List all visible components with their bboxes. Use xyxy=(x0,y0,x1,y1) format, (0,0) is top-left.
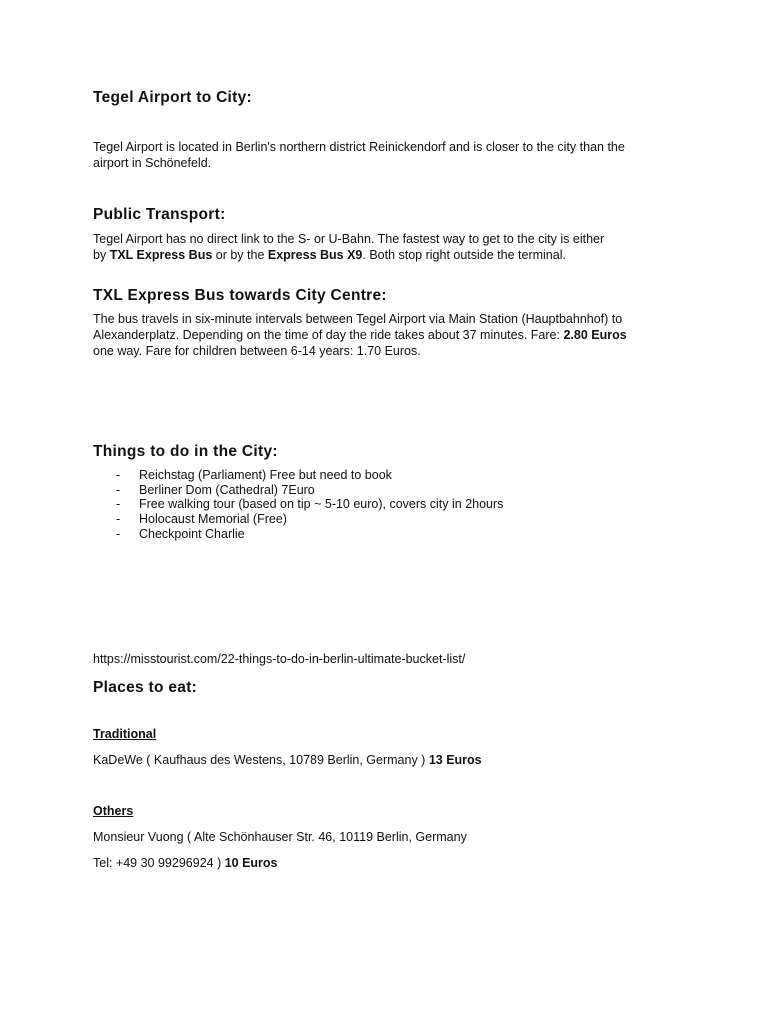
monsieur-vuong-price: 10 Euros xyxy=(224,856,278,870)
list-item-text: Berliner Dom (Cathedral) 7Euro xyxy=(139,483,315,497)
pt-mid: or by the xyxy=(212,248,268,262)
list-item-text: Checkpoint Charlie xyxy=(139,527,245,541)
monsieur-vuong-address: Monsieur Vuong ( Alte Schönhauser Str. 46, 10119 Berlin, Germany xyxy=(93,830,467,844)
list-item-text: Reichstag (Parliament) Free but need to book xyxy=(139,468,392,482)
tel-text: Tel: +49 30 99296924 ) xyxy=(93,856,225,870)
monsieur-vuong-tel-line xyxy=(93,856,278,870)
public-transport-paragraph xyxy=(93,231,678,263)
pt-suffix: . Both stop right outside the terminal. xyxy=(362,248,566,262)
bullet-dash: - xyxy=(116,512,121,526)
heading-public-transport: Public Transport: xyxy=(93,206,226,223)
kadewe-line xyxy=(93,753,482,767)
subheading-others: Others xyxy=(93,804,134,818)
bullet-dash: - xyxy=(116,483,121,497)
pt-prefix: by xyxy=(93,248,110,262)
txl-express-paragraph xyxy=(93,311,678,359)
subheading-traditional: Traditional xyxy=(93,727,157,741)
txl-line-1: The bus travels in six-minute intervals between Tegel Airport via Main Station (Hauptbahnhof) to xyxy=(93,312,623,326)
bucket-list-link[interactable]: https://misstourist.com/22-things-to-do-in-berlin-ultimate-bucket-list/ xyxy=(93,652,466,666)
tegel-line-2: airport in Schönefeld. xyxy=(93,156,212,170)
bullet-dash: - xyxy=(116,468,121,482)
txl-line-2-text: Alexanderplatz. Depending on the time of day the ride takes about 37 minutes. Fare: xyxy=(93,328,564,342)
heading-places-to-eat: Places to eat: xyxy=(93,679,198,696)
tegel-paragraph xyxy=(93,139,678,171)
heading-tegel-airport: Tegel Airport to City: xyxy=(93,89,253,106)
public-transport-line-2 xyxy=(93,247,678,263)
heading-things-to-do: Things to do in the City: xyxy=(93,443,278,460)
kadewe-price: 13 Euros xyxy=(428,753,482,767)
public-transport-line-1: Tegel Airport has no direct link to the S- or U-Bahn. The fastest way to get to the city is either xyxy=(93,232,605,246)
list-item-text: Free walking tour (based on tip ~ 5-10 euro), covers city in 2hours xyxy=(139,497,504,511)
bullet-dash: - xyxy=(116,527,121,541)
list-item-text: Holocaust Memorial (Free) xyxy=(139,512,287,526)
fare-bold: 2.80 Euros xyxy=(563,328,627,342)
kadewe-text: KaDeWe ( Kaufhaus des Westens, 10789 Berlin, Germany ) xyxy=(93,753,429,767)
heading-txl-express-bus: TXL Express Bus towards City Centre: xyxy=(93,287,387,304)
tegel-line-1: Tegel Airport is located in Berlin's northern district Reinickendorf and is closer to the city than the xyxy=(93,140,625,154)
bullet-dash: - xyxy=(116,497,121,511)
express-bus-x9-bold: Express Bus X9 xyxy=(267,248,363,262)
txl-express-bus-bold: TXL Express Bus xyxy=(109,248,213,262)
txl-line-2 xyxy=(93,327,678,343)
txl-line-3: one way. Fare for children between 6-14 years: 1.70 Euros. xyxy=(93,344,421,358)
